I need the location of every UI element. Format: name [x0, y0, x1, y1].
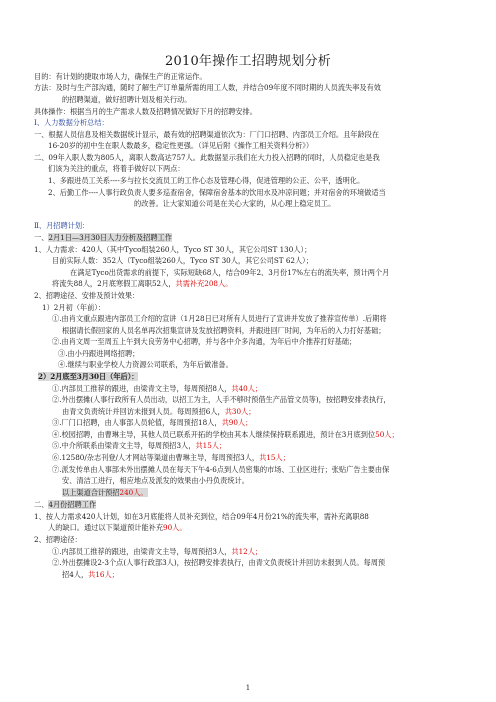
sub-heading-before-new-year: 1）2月初（年前）： [42, 303, 106, 312]
plan-item: ②.由肖文周一至周五上午到大良劳务中心招聘，并与各中介多沟通，为年后中介推荐打好基础； [52, 337, 357, 346]
s1-para1-cont: 16-20岁的初中生在职人数最多，稳定性更强。（详见后附《操作工相关资料分析》） [48, 141, 314, 150]
month1-heading: 一、2月1日—3月30日人力分析及招聘工作 [34, 233, 172, 242]
plan-item-cont: 安、清洁工进行，相应地点及派发的效果由小丹负责统计。 [62, 476, 249, 485]
plan-item-cont: 招4人，共16人； [62, 570, 119, 579]
method-text: 方法：及时与生产部沟通，随时了解生产订单量所需的用工人数，并结合09年度不同时期的人员流失率及有效 [34, 83, 381, 92]
m2-need-cont: 人的缺口。通过以下渠道预计能补充90人。 [48, 523, 187, 532]
m2-channel-heading: 2、招聘途径： [34, 535, 82, 544]
method-text-cont: 的招聘渠道，做好招聘计划及相关行动。 [62, 95, 192, 104]
page-number: 1 [245, 684, 251, 692]
plan-item: ③.由小丹跟进网络招聘； [58, 349, 140, 358]
channel-heading: 2、招聘途径、安排及预计效果： [34, 291, 140, 300]
sub-heading-after-new-year: 2）2月底至3月30日（年后）： [38, 372, 139, 381]
plan-item: ⑤.中介所联系由梁青文主导，每周预招3人，共15人； [52, 441, 227, 450]
page-title: 2010年操作工招聘规划分析 [165, 54, 331, 69]
s1-para2: 二、09年入职人数为805人，离职人数高达757人。此数据显示我们在大力投入招聘的同时，人员稳定也是我 [34, 153, 380, 162]
purpose-text: 目的：有计划的捷取市场人力，确保生产的正常运作。 [34, 72, 207, 81]
plan-item: ④.校园招聘，由曹琳主导，其他人员已联系开拓的学校由其本人继续保持联系跟进，预计在3月底到位50人； [52, 430, 399, 439]
plan-item: ③.厂门口招聘，由人事部人员轮值，每周预招18人，共90人； [52, 418, 253, 427]
m1-shortage: 在满足Tyco出货需求的前提下，实际短缺68人，结合09年2、3月份17%左右的流失率，预计两个月 [70, 268, 390, 277]
m1-need: 1、人力需求：420人（其中Tyco组装260人，Tyco ST 30人，其它公司ST 130人）； [34, 245, 312, 254]
plan-item: ⑥.12580/杂志刊登/人才网站等渠道由曹琳主导，每周预招3人，共15人； [52, 453, 290, 462]
s1-item2: 2、后勤工作----人事行政负责人要多巡查宿舍，保障宿舍基本的饮用水及冲凉问题；并对宿舍的环境做适当 [48, 188, 386, 197]
s1-para2-cont: 们该为关注的重点，将着手做好以下两点： [48, 164, 185, 173]
section2-heading: Ⅱ、月招聘计划： [34, 221, 90, 230]
plan-item: ⑦.派发传单由人事部未外出摆摊人员在每天下午4-6点到人员密集的市场、工业区进行；张贴广告主要由保 [52, 465, 390, 474]
basis-text: 具体操作：根据当月的生产需求人数及招聘情况做好下月的招聘安排。 [34, 107, 257, 116]
plan-item-cont: 根据请长假回家的人员名单再次招集宣讲及发放招聘资料，并跟进回厂时间，为年后的入力打好基础； [62, 326, 386, 335]
s1-item2-cont: 的改善。让大家知道公司是在关心大家的，从心理上稳定员工。 [134, 199, 336, 208]
plan-item: ①.内部员工推荐的跟进，由梁青文主导，每周预招8人，共40人； [52, 384, 263, 393]
plan-item: ①.由肖文重点跟进内部员工介绍的宣讲（1月28日已对所有人员进行了宣讲并发放了推荐宣传单）.后期将 [52, 314, 387, 323]
plan-item: ②.外出摆摊设2-3个点(人事行政部3人)，按招聘安排表执行，由青文负责统计并回访未报到人员。每周预 [52, 558, 386, 567]
plan-item: ①.内部员工推荐的跟进，由梁青文主导，每周预招3人，共12人； [52, 547, 263, 556]
m1-total-need: 将流失88人，2月底寒假工离职52人，共需补充208人。 [52, 279, 233, 288]
plan-item: ②.外出摆摊(人事行政所有人员出动，以招工为主，人手不够时预借生产品管文员等)，按招聘安排表执行， [52, 395, 391, 404]
plan-item: ④.继续与职业学校人力资源公司联系，为年后做准备。 [58, 360, 233, 369]
m2-need: 1、按人力需求420人计划，如在3月底能将人员补充到位，结合09年4月份21%的流失率，需补充离职88 [34, 512, 369, 521]
plan-total: 以上渠道合计预招240人。 [62, 488, 148, 497]
s1-para1: 一、根据人员信息及相关数据统计显示，最有效的招聘渠道依次为：厂门口招聘、内部员工介绍。且年龄段在 [34, 130, 380, 139]
section1-heading: Ⅰ、人力数据分析总结： [34, 118, 109, 127]
s1-item1: 1、多跟进员工关系----多与拉长交流员工的工作心态及管理心得，促进管理的公正、公平，透明化。 [48, 176, 365, 185]
m1-actual: 目前实际人数：352人（Tyco组装260人，Tyco ST 30人，其它公司ST 62人）； [52, 256, 313, 265]
plan-item-cont: 由青文负责统计并回访未报到人员。每周预招6人，共30人； [62, 407, 256, 416]
month2-heading: 二、4月份招聘工作 [34, 500, 97, 509]
